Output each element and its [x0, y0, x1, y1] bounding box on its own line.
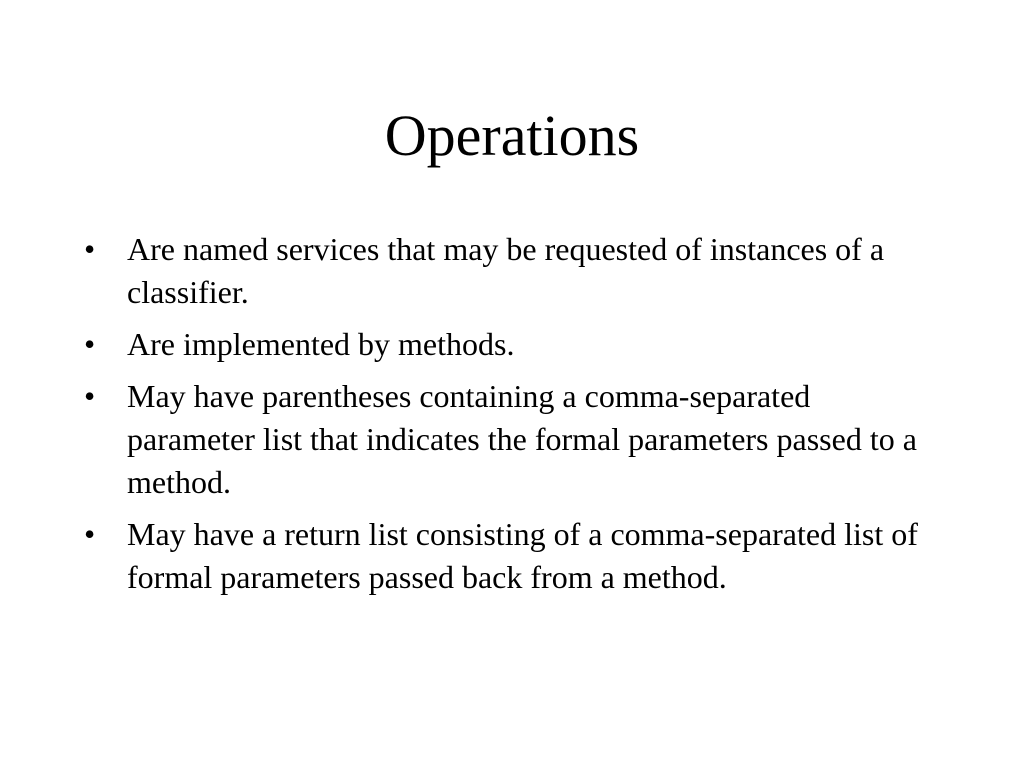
bullet-item-1 [84, 228, 944, 314]
bullet-marker: • [84, 231, 96, 267]
bullet-item-3 [84, 375, 944, 504]
bullet-marker: • [84, 378, 96, 414]
bullet-text: May have a return list consisting of a comma-separated list of formal parameters passed back from a method. [127, 516, 918, 595]
bullet-item-2 [84, 323, 944, 366]
bullet-text: Are named services that may be requested of instances of a classifier. [127, 231, 885, 310]
bullet-marker: • [84, 326, 96, 362]
bullet-text: May have parentheses containing a comma-separated parameter list that indicates the formal parameters passed to a method. [127, 378, 917, 500]
slide-title: Operations [384, 103, 640, 168]
bullet-item-4 [84, 513, 944, 599]
bullet-marker: • [84, 516, 96, 552]
bullet-text: Are implemented by methods. [127, 326, 515, 362]
bullet-list [84, 228, 944, 608]
